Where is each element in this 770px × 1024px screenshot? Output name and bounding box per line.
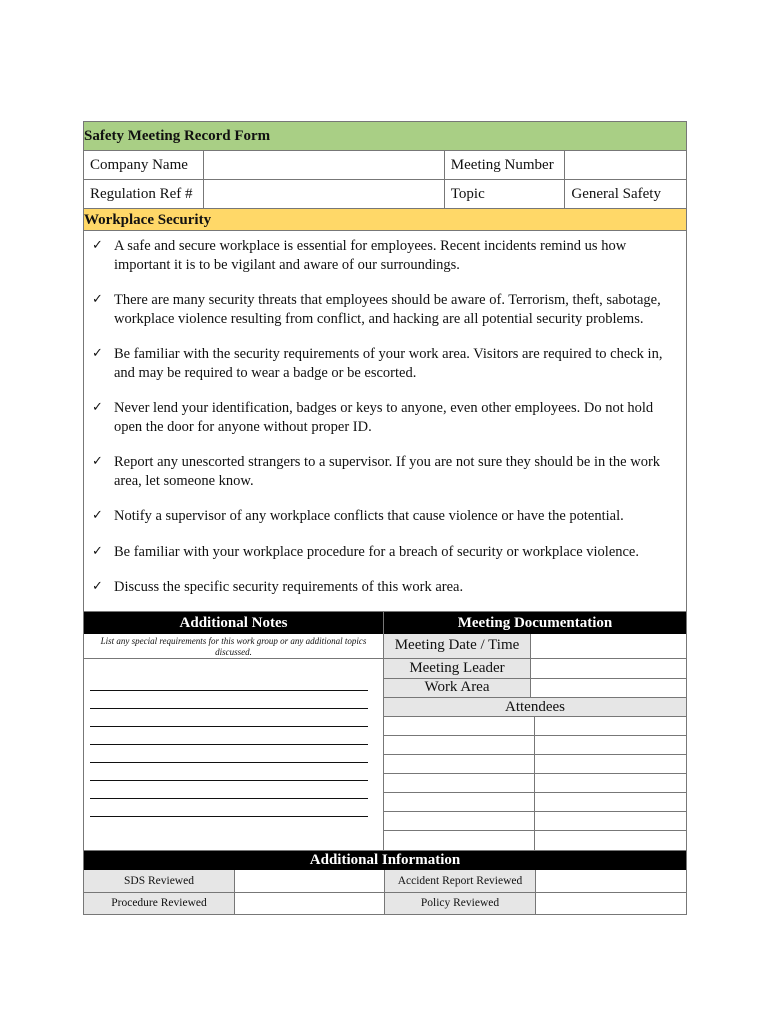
checkmark-icon: ✓ bbox=[92, 238, 103, 253]
checkmark-icon: ✓ bbox=[92, 508, 103, 523]
attendee-row bbox=[384, 736, 686, 755]
checkmark-icon: ✓ bbox=[92, 346, 103, 361]
attendee-cell[interactable] bbox=[535, 812, 686, 830]
attendee-row bbox=[384, 831, 686, 850]
list-item bbox=[92, 291, 678, 328]
attendee-cell[interactable] bbox=[535, 717, 686, 735]
policy-reviewed-label: Policy Reviewed bbox=[385, 893, 536, 914]
attendee-row bbox=[384, 717, 686, 736]
bullet-text: There are many security threats that employees should be aware of. Terrorism, theft, sabotage, workplace violence resulting from conflict, and hacking are all potential security problems. bbox=[114, 292, 661, 327]
meeting-documentation bbox=[384, 612, 686, 850]
bullet-text: Discuss the specific security requirements of this work area. bbox=[114, 579, 464, 595]
checkmark-icon: ✓ bbox=[92, 543, 103, 559]
attendee-cell[interactable] bbox=[384, 736, 535, 754]
info-row-2 bbox=[84, 892, 686, 914]
bullet-text: Be familiar with the security requirements of your work area. Visitors are required to check in, and may be required to wear a badge or be escorted. bbox=[114, 346, 663, 381]
note-line[interactable] bbox=[90, 781, 368, 799]
meeting-date-label: Meeting Date / Time bbox=[384, 634, 531, 658]
list-item bbox=[92, 237, 678, 274]
attendees-label: Attendees bbox=[384, 698, 686, 717]
company-name-label: Company Name bbox=[84, 151, 204, 179]
note-line[interactable] bbox=[90, 745, 368, 763]
attendee-cell[interactable] bbox=[384, 793, 535, 811]
work-area-label: Work Area bbox=[384, 679, 531, 697]
procedure-reviewed-label: Procedure Reviewed bbox=[84, 893, 235, 914]
section-title: Workplace Security bbox=[84, 209, 686, 231]
attendee-cell[interactable] bbox=[535, 755, 686, 773]
note-line[interactable] bbox=[90, 799, 368, 817]
meeting-date-field[interactable] bbox=[531, 634, 686, 658]
info-row-1 bbox=[84, 870, 686, 892]
list-item bbox=[92, 543, 678, 562]
regulation-ref-label: Regulation Ref # bbox=[84, 180, 204, 208]
list-item bbox=[92, 399, 678, 436]
meeting-number-label: Meeting Number bbox=[445, 151, 566, 179]
bullet-text: Never lend your identification, badges or keys to anyone, even other employees. Do not hold open the door for anyone without proper ID. bbox=[114, 400, 654, 435]
note-line[interactable] bbox=[90, 727, 368, 745]
additional-information-title: Additional Information bbox=[84, 851, 686, 870]
attendee-row bbox=[384, 755, 686, 774]
sds-reviewed-label: SDS Reviewed bbox=[84, 870, 235, 892]
notes-caption: List any special requirements for this work group or any additional topics discussed. bbox=[84, 634, 383, 659]
procedure-reviewed-field[interactable] bbox=[235, 893, 385, 914]
note-line[interactable] bbox=[90, 763, 368, 781]
checkmark-icon: ✓ bbox=[92, 454, 103, 469]
bullet-text: Be familiar with your workplace procedure for a breach of security or workplace violence. bbox=[114, 543, 639, 560]
attendee-cell[interactable] bbox=[384, 755, 535, 773]
work-area-row bbox=[384, 679, 686, 698]
checkmark-icon: ✓ bbox=[92, 292, 103, 307]
work-area-field[interactable] bbox=[531, 679, 686, 697]
attendee-row bbox=[384, 793, 686, 812]
meeting-documentation-title: Meeting Documentation bbox=[384, 612, 686, 634]
attendee-cell[interactable] bbox=[384, 831, 535, 850]
attendee-cell[interactable] bbox=[535, 831, 686, 850]
meeting-leader-label: Meeting Leader bbox=[384, 659, 531, 678]
meeting-leader-row bbox=[384, 659, 686, 679]
note-line[interactable] bbox=[90, 691, 368, 709]
lower-section bbox=[84, 612, 686, 851]
safety-meeting-form bbox=[83, 121, 687, 915]
attendee-row bbox=[384, 774, 686, 793]
attendee-row bbox=[384, 812, 686, 831]
note-line[interactable] bbox=[90, 709, 368, 727]
note-line[interactable] bbox=[90, 673, 368, 691]
attendee-cell[interactable] bbox=[384, 717, 535, 735]
company-row bbox=[84, 151, 686, 180]
accident-report-field[interactable] bbox=[536, 870, 686, 892]
additional-notes bbox=[84, 612, 384, 850]
bullet-list bbox=[84, 231, 686, 612]
list-item bbox=[92, 453, 678, 490]
topic-label: Topic bbox=[445, 180, 566, 208]
attendee-cell[interactable] bbox=[535, 793, 686, 811]
regulation-ref-field[interactable] bbox=[204, 180, 445, 208]
checkmark-icon: ✓ bbox=[92, 579, 103, 594]
attendee-cell[interactable] bbox=[384, 774, 535, 792]
attendee-cell[interactable] bbox=[535, 736, 686, 754]
policy-reviewed-field[interactable] bbox=[536, 893, 686, 914]
sds-reviewed-field[interactable] bbox=[235, 870, 385, 892]
bullet-text: A safe and secure workplace is essential for employees. Recent incidents remind us how important it is to be vigilant and aware of our surroundings. bbox=[114, 238, 627, 273]
meeting-date-row bbox=[384, 634, 686, 659]
list-item bbox=[92, 507, 678, 526]
attendee-cell[interactable] bbox=[535, 774, 686, 792]
topic-field[interactable]: General Safety bbox=[571, 185, 661, 202]
list-item bbox=[92, 345, 678, 382]
list-item bbox=[92, 578, 678, 597]
meeting-leader-field[interactable] bbox=[531, 659, 686, 678]
accident-report-label: Accident Report Reviewed bbox=[385, 870, 536, 892]
form-title: Safety Meeting Record Form bbox=[84, 122, 686, 151]
attendees-grid bbox=[384, 717, 686, 850]
additional-notes-title: Additional Notes bbox=[84, 612, 383, 634]
checkmark-icon: ✓ bbox=[92, 400, 103, 415]
notes-lines[interactable] bbox=[84, 659, 383, 817]
bullet-text: Report any unescorted strangers to a supervisor. If you are not sure they should be in the work area, let someone know. bbox=[114, 454, 661, 489]
bullet-text: Notify a supervisor of any workplace conflicts that cause violence or have the potential. bbox=[114, 508, 624, 524]
meeting-number-field[interactable] bbox=[565, 151, 686, 179]
company-name-field[interactable] bbox=[204, 151, 445, 179]
regulation-row bbox=[84, 180, 686, 209]
attendee-cell[interactable] bbox=[384, 812, 535, 830]
